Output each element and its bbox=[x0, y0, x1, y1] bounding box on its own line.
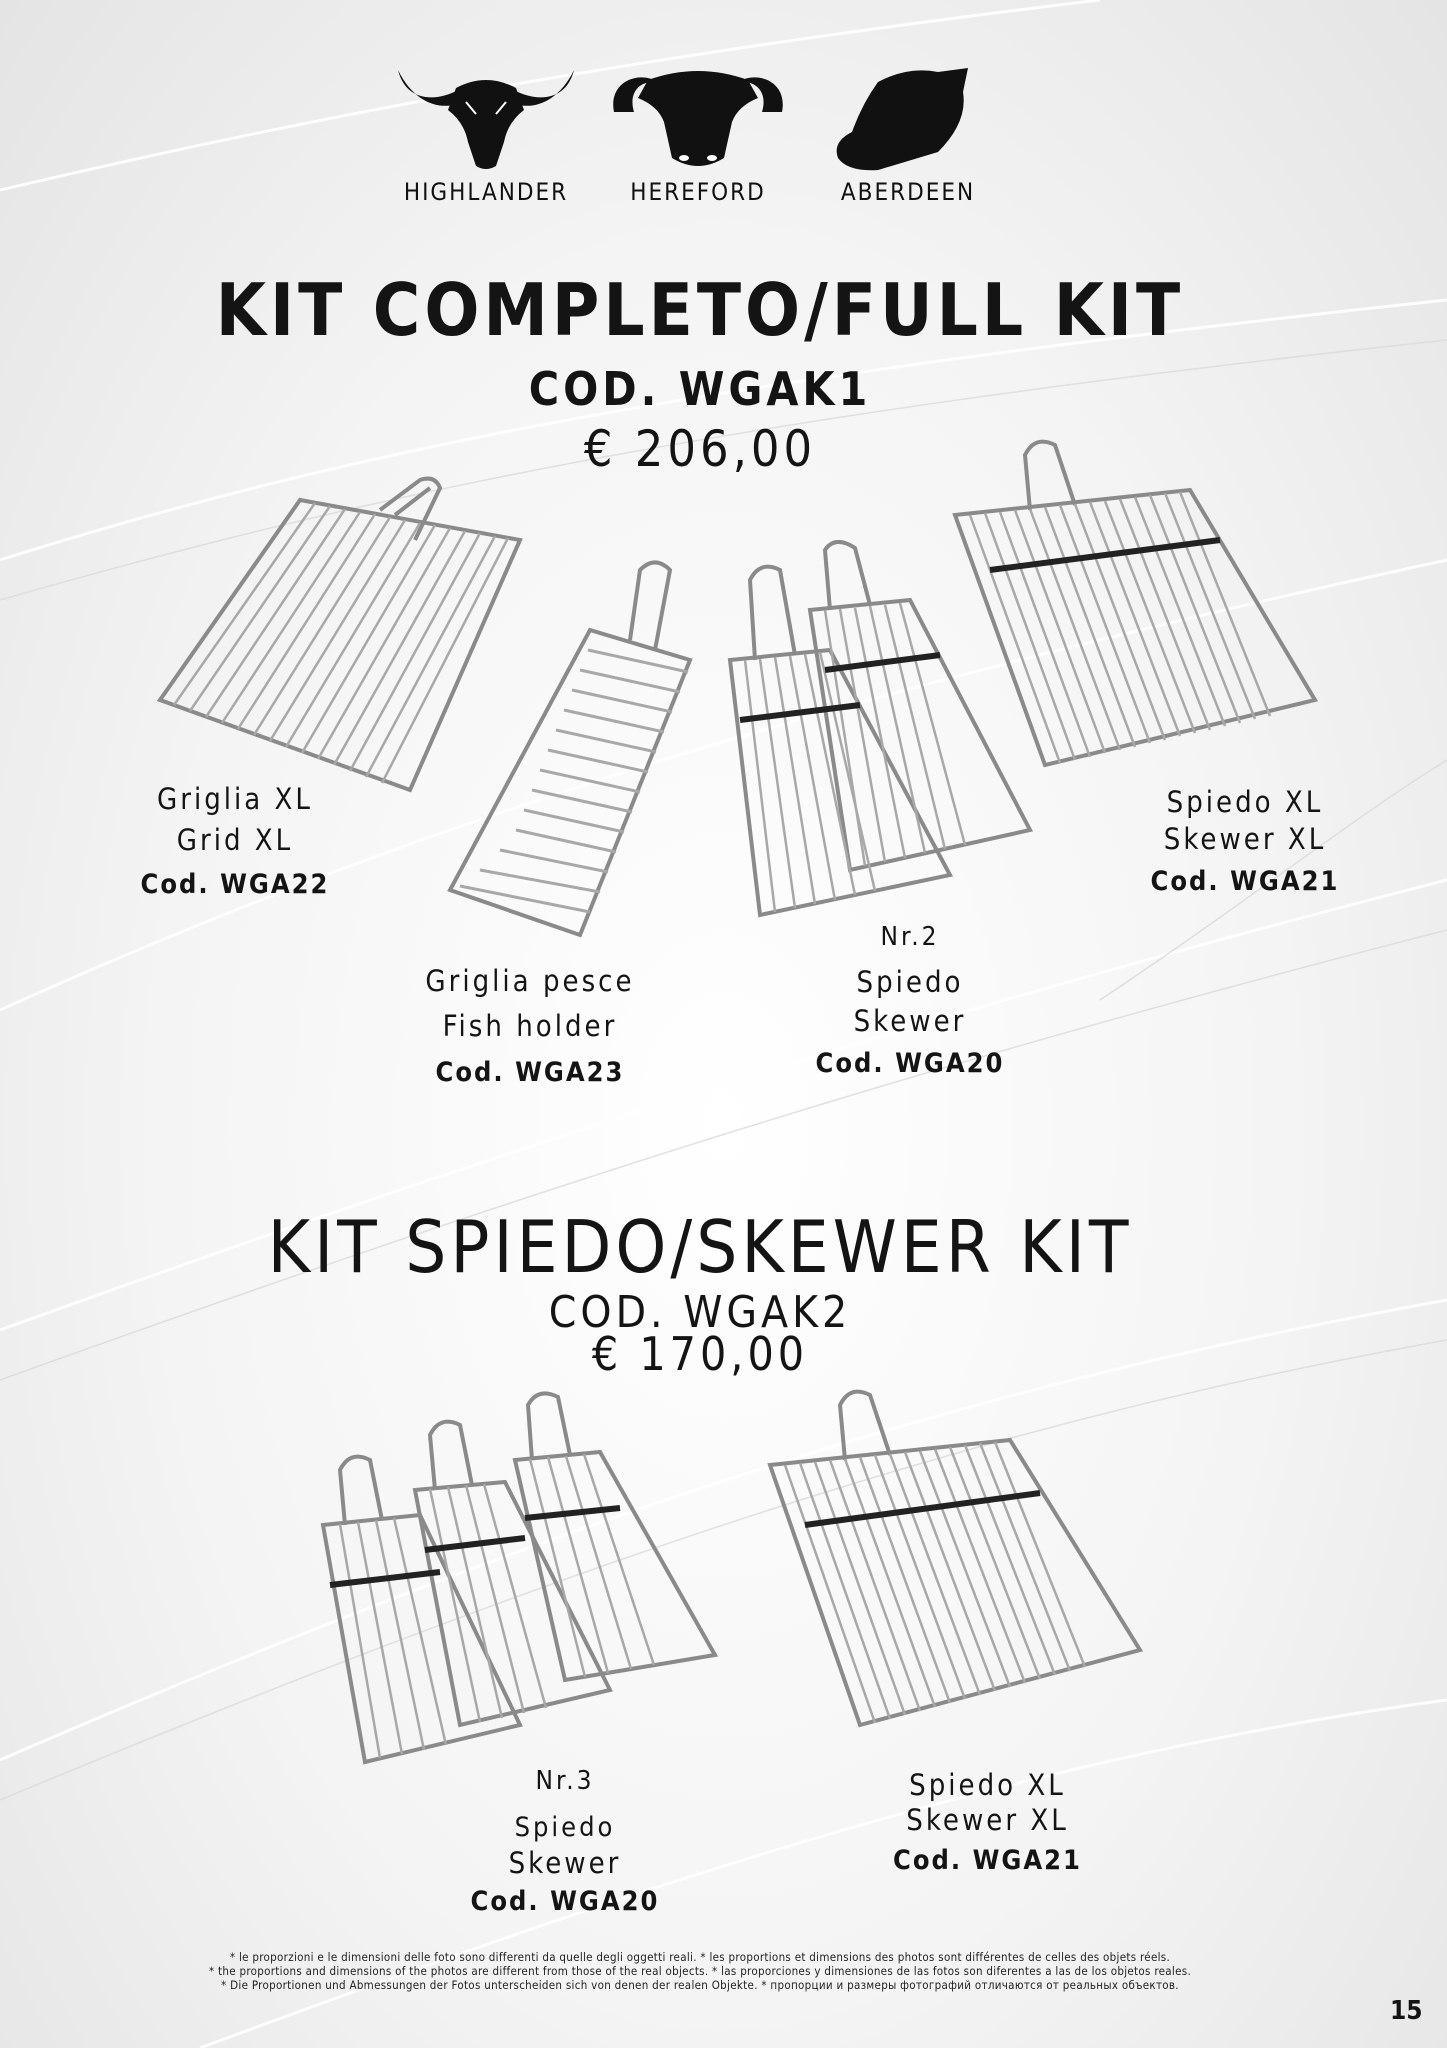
item-code: Cod. WGA20 bbox=[815, 1048, 1005, 1079]
kit2-code: COD. WGAK2 bbox=[548, 1287, 852, 1338]
item-code: Cod. WGA21 bbox=[1150, 866, 1340, 897]
kit2-item-skewer bbox=[460, 1768, 670, 1917]
item-qty: Nr.2 bbox=[880, 922, 940, 952]
kit1-item-skewer bbox=[800, 924, 1020, 1079]
item-name-en: Fish holder bbox=[442, 1009, 618, 1043]
kit2-item-skewer-xl bbox=[880, 1768, 1095, 1876]
item-name-it: Spiedo XL bbox=[909, 1768, 1066, 1802]
brand-highlander bbox=[396, 62, 576, 206]
skewer-xl-image bbox=[950, 435, 1320, 775]
item-name-it: Spiedo bbox=[856, 965, 964, 999]
disclaimer-line: * Die Proportionen und Abmessungen der Fotos unterscheiden sich von denen der realen Objekte. * пропорции и размеры фотографий отличаются от реальных объектов. bbox=[221, 1978, 1179, 1992]
kit1-item-fish-holder bbox=[410, 964, 650, 1088]
skewer-trio-image bbox=[320, 1390, 720, 1770]
item-name-en: Skewer bbox=[853, 1004, 967, 1038]
bull-head-icon bbox=[608, 62, 788, 172]
item-name-it: Spiedo bbox=[514, 1812, 616, 1843]
disclaimer-line: * le proporzioni e le dimensioni delle foto sono differenti da quelle degli oggetti reali. * les proportions et dimensions des photos sont différentes de celles des objets réels. bbox=[229, 1950, 1171, 1964]
skewer-xl-image-2 bbox=[765, 1385, 1145, 1730]
item-code: Cod. WGA23 bbox=[435, 1057, 625, 1088]
kit1-code: COD. WGAK1 bbox=[528, 362, 872, 416]
item-name-it: Griglia pesce bbox=[425, 964, 635, 998]
item-code: Cod. WGA22 bbox=[140, 869, 330, 900]
disclaimer bbox=[40, 1950, 1360, 1992]
kit2-price: € 170,00 bbox=[591, 1327, 809, 1381]
kit1-item-grid-xl bbox=[130, 782, 340, 900]
brand-name-highlander: HIGHLANDER bbox=[403, 178, 569, 206]
item-code: Cod. WGA21 bbox=[893, 1845, 1082, 1876]
item-name-it: Spiedo XL bbox=[1166, 785, 1324, 819]
item-name-en: Skewer XL bbox=[906, 1803, 1069, 1837]
item-qty: Nr.3 bbox=[535, 1766, 595, 1796]
brand-aberdeen bbox=[818, 62, 998, 206]
brand-name-hereford: HEREFORD bbox=[630, 178, 766, 206]
item-name-en: Skewer bbox=[508, 1846, 622, 1880]
highland-cow-head-icon bbox=[396, 62, 576, 172]
kit1-title: KIT COMPLETO/FULL KIT bbox=[215, 268, 1185, 352]
angus-cow-head-icon bbox=[818, 62, 998, 172]
item-name-it: Griglia XL bbox=[157, 782, 313, 816]
disclaimer-line: * the proportions and dimensions of the photos are different from those of the real objects. * las proporciones y dimensiones de las fotos son diferentes a las de los objetos reales. bbox=[208, 1964, 1192, 1978]
item-name-en: Grid XL bbox=[176, 823, 294, 857]
kit1-price: € 206,00 bbox=[583, 420, 817, 478]
item-name-en: Skewer XL bbox=[1163, 822, 1327, 856]
brand-name-aberdeen: ABERDEEN bbox=[840, 178, 976, 206]
kit2-title: KIT SPIEDO/SKEWER KIT bbox=[267, 1205, 1133, 1289]
kit1-item-skewer-xl bbox=[1140, 785, 1350, 897]
fish-holder-image bbox=[440, 550, 710, 940]
brand-hereford bbox=[608, 62, 788, 206]
item-code: Cod. WGA20 bbox=[470, 1886, 660, 1917]
page-number: 15 bbox=[1390, 1996, 1423, 2026]
